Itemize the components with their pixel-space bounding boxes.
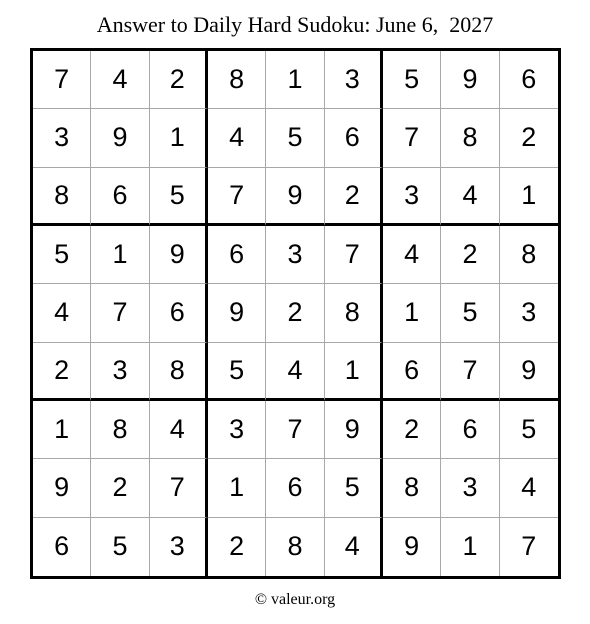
sudoku-cell: 3: [91, 343, 149, 401]
sudoku-cell: 5: [383, 51, 441, 109]
puzzle-title: Answer to Daily Hard Sudoku: June 6, 2027: [96, 12, 494, 37]
sudoku-cell: 6: [33, 518, 91, 576]
sudoku-cell: 1: [500, 168, 558, 226]
sudoku-cell: 8: [383, 459, 441, 517]
copyright-footer: © valeur.org: [254, 591, 336, 608]
sudoku-cell: 6: [208, 226, 266, 284]
sudoku-cell: 3: [441, 459, 499, 517]
sudoku-cell: 7: [266, 401, 324, 459]
sudoku-cell: 1: [266, 51, 324, 109]
sudoku-cell: 1: [208, 459, 266, 517]
sudoku-cell: 4: [208, 109, 266, 167]
sudoku-cell: 8: [500, 226, 558, 284]
sudoku-cell: 9: [91, 109, 149, 167]
sudoku-cell: 4: [91, 51, 149, 109]
sudoku-cell: 8: [150, 343, 208, 401]
sudoku-cell: 9: [266, 168, 324, 226]
sudoku-cell: 1: [150, 109, 208, 167]
sudoku-cell: 9: [325, 401, 383, 459]
sudoku-cell: 2: [266, 284, 324, 342]
sudoku-cell: 7: [325, 226, 383, 284]
sudoku-cell: 3: [150, 518, 208, 576]
sudoku-cell: 5: [208, 343, 266, 401]
sudoku-cell: 7: [521, 531, 537, 562]
sudoku-cell: 6: [325, 109, 383, 167]
sudoku-cell: 8: [325, 284, 383, 342]
sudoku-cell: 2: [150, 51, 208, 109]
sudoku-cell: 3: [208, 401, 266, 459]
sudoku-cell: 1: [91, 226, 149, 284]
sudoku-cell: 3: [325, 51, 383, 109]
sudoku-cell: 9: [441, 51, 499, 109]
sudoku-cell: 3: [33, 109, 91, 167]
sudoku-cell: 7: [33, 51, 91, 109]
sudoku-cell: 7: [150, 459, 208, 517]
sudoku-cell: 9: [33, 459, 91, 517]
sudoku-cell: 8: [208, 51, 266, 109]
sudoku-cell: 9: [383, 518, 441, 576]
sudoku-cell: 5: [500, 401, 558, 459]
sudoku-cell: 5: [91, 518, 149, 576]
sudoku-cell: 1: [441, 518, 499, 576]
sudoku-cell: 5: [325, 459, 383, 517]
sudoku-cell: 6: [266, 459, 324, 517]
sudoku-cell: 3: [500, 284, 558, 342]
sudoku-cell: 6: [441, 401, 499, 459]
sudoku-cell: 7: [208, 168, 266, 226]
sudoku-cell: 3: [383, 168, 441, 226]
sudoku-cell: 4: [266, 343, 324, 401]
sudoku-cell: 5: [150, 168, 208, 226]
sudoku-cell: 4: [441, 168, 499, 226]
sudoku-cell: 2: [441, 226, 499, 284]
sudoku-cell: 8: [266, 518, 324, 576]
sudoku-cell: 2: [383, 401, 441, 459]
sudoku-cell: 2: [325, 168, 383, 226]
sudoku-cell: 1: [33, 401, 91, 459]
sudoku-cell: 8: [441, 109, 499, 167]
sudoku-cell: 6: [150, 284, 208, 342]
sudoku-cell: 3: [266, 226, 324, 284]
sudoku-cell: 4: [33, 284, 91, 342]
sudoku-cell: 4: [325, 518, 383, 576]
sudoku-cell: 5: [33, 226, 91, 284]
sudoku-cell: 2: [33, 343, 91, 401]
sudoku-cell: 1: [325, 343, 383, 401]
sudoku-cell: 2: [500, 109, 558, 167]
sudoku-cell: 4: [500, 459, 558, 517]
sudoku-cell: 7: [383, 109, 441, 167]
sudoku-cell: 9: [500, 343, 558, 401]
sudoku-cell: 9: [150, 226, 208, 284]
sudoku-cell: 7: [91, 284, 149, 342]
sudoku-cell: 7: [441, 343, 499, 401]
sudoku-cell: 8: [91, 401, 149, 459]
sudoku-cell: 5: [441, 284, 499, 342]
sudoku-cell: 6: [500, 51, 558, 109]
sudoku-cell: 2: [208, 518, 266, 576]
sudoku-cell: 9: [208, 284, 266, 342]
sudoku-cell: 5: [266, 109, 324, 167]
sudoku-cell: 1: [383, 284, 441, 342]
sudoku-cell: 6: [383, 343, 441, 401]
sudoku-cell: 4: [383, 226, 441, 284]
sudoku-board: [30, 48, 561, 579]
sudoku-cell: 4: [150, 401, 208, 459]
sudoku-cell: 2: [91, 459, 149, 517]
sudoku-cell: 6: [91, 168, 149, 226]
sudoku-cell: 8: [33, 168, 91, 226]
